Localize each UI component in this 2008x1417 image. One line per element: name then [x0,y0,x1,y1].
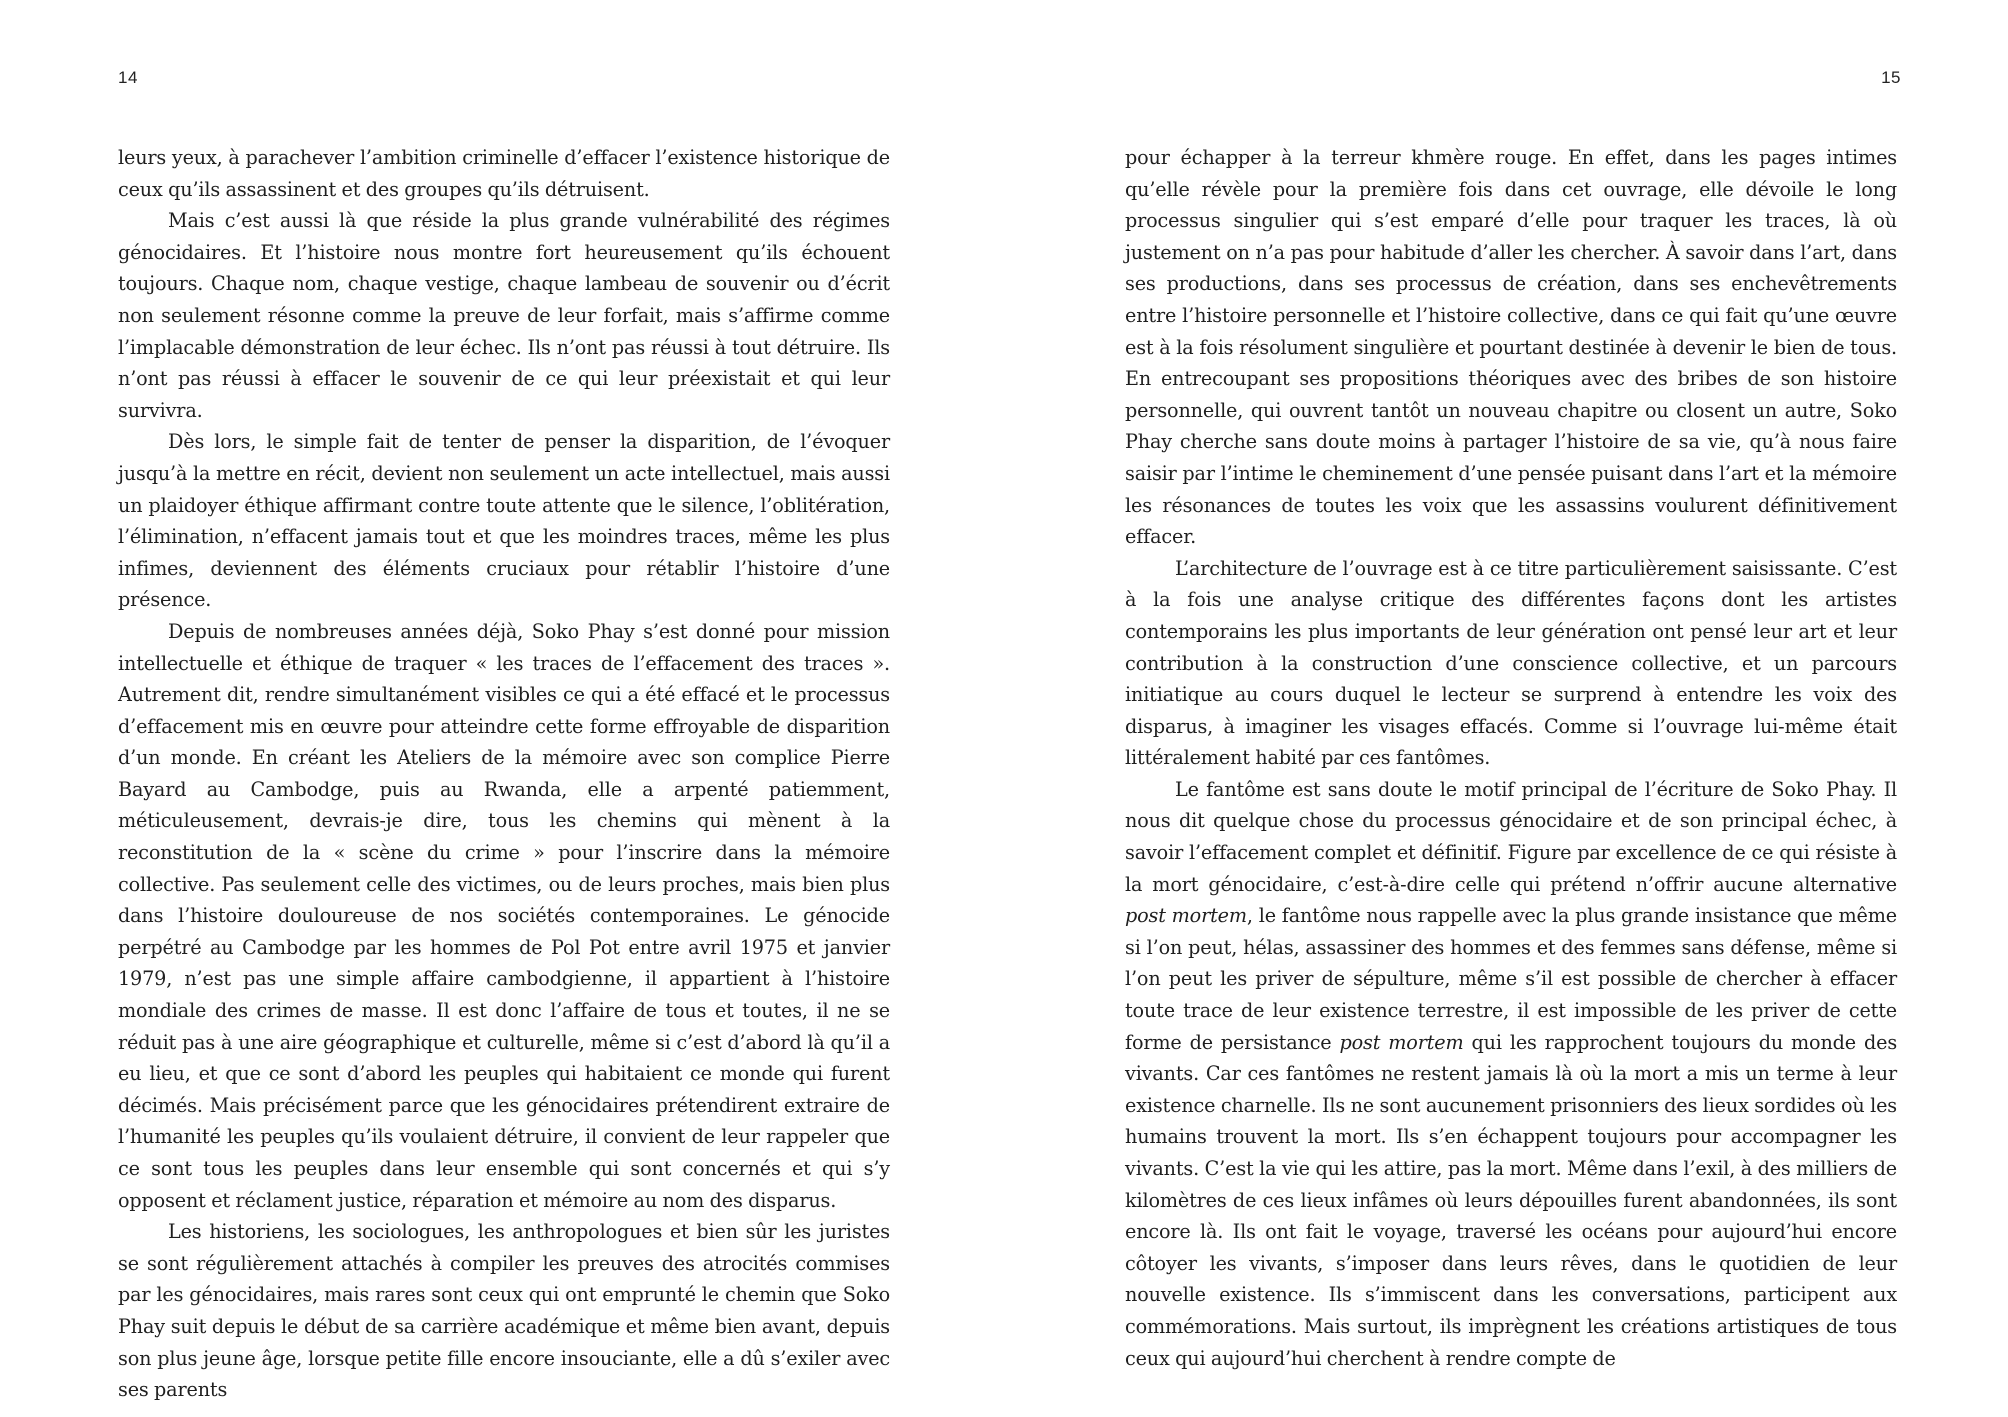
paragraph-segment: Le fantôme est sans doute le motif principal de l’écriture de Soko Phay. Il nous dit quelque chose du processus génocidaire et de son principal échec, à savoir l’effacement complet et définitif. Figure par excellence de ce qui résiste à la mort génocidaire, c’est-à-dire celle qui prétend n’offrir aucune alternative [1125,777,1897,896]
right-page-body [1125,142,1897,1374]
paragraph: Depuis de nombreuses années déjà, Soko Phay s’est donné pour mission intellectuelle et éthique de traquer « les traces de l’effacement des traces ». Autrement dit, rendre simultanément visibles ce qui a été effacé et le processus d’effacement mis en œuvre pour atteindre cette forme effroyable de disparition d’un monde. En créant les Ateliers de la mémoire avec son complice Pierre Bayard au Cambodge, puis au Rwanda, elle a arpenté patiemment, méticuleusement, devrais-je dire, tous les chemins qui mènent à la reconstitution de la « scène du crime » pour l’inscrire dans la mémoire collective. Pas seulement celle des victimes, ou de leurs proches, mais bien plus dans l’histoire douloureuse de nos sociétés contemporaines. Le génocide perpétré au Cambodge par les hommes de Pol Pot entre avril 1975 et janvier 1979, n’est pas une simple affaire cambodgienne, il appartient à l’histoire mondiale des crimes de masse. Il est donc l’affaire de tous et toutes, il ne se réduit pas à une aire géographique et culturelle, même si c’est d’abord là qu’il a eu lieu, et que ce sont d’abord les peuples qui habitaient ce monde qui furent décimés. Mais précisément parce que les génocidaires prétendirent extraire de l’humanité les peuples qu’ils voulaient détruire, il convient de leur rappeler que ce sont tous les peuples dans leur ensemble qui sont concernés et qui s’y opposent et réclament justice, réparation et mémoire au nom des disparus. [118,619,890,1212]
paragraph: Dès lors, le simple fait de tenter de penser la disparition, de l’évoquer jusqu’à la mettre en récit, devient non seulement un acte intellectuel, mais aussi un plaidoyer éthique affirmant contre toute attente que le silence, l’oblitération, l’élimination, n’effacent jamais tout et que les moindres traces, même les plus infimes, deviennent des éléments cruciaux pour rétablir l’histoire d’une présence. [118,430,890,612]
paragraph: L’architecture de l’ouvrage est à ce titre particulièrement saisissante. C’est à la fois une analyse critique des différentes façons dont les artistes contemporains les plus importants de leur génération ont pensé leur art et leur contribution à la construction d’une conscience collective, et un parcours initiatique au cours duquel le lecteur se surprend à entendre les voix des disparus, à imaginer les visages effacés. Comme si l’ouvrage lui-même était littéralement habité par ces fantômes. [1125,556,1897,770]
paragraph [1125,774,1897,1374]
left-page-body [118,142,890,1406]
paragraph: leurs yeux, à parachever l’ambition criminelle d’effacer l’existence historique de ceux qu’ils assassinent et des groupes qu’ils détruisent. [118,146,890,201]
paragraph-segment: qui les rapprochent toujours du monde des vivants. Car ces fantômes ne restent jamais là où la mort a mis un terme à leur existence charnelle. Ils ne sont aucunement prisonniers des lieux sordides où les humains trouvent la mort. Ils s’en échappent toujours pour accompagner les vivants. C’est la vie qui les attire, pas la mort. Même dans l’exil, à des milliers de kilomètres de ces lieux infâmes où leurs dépouilles furent abandonnées, ils sont encore là. Ils ont fait le voyage, traversé les océans pour aujourd’hui encore côtoyer les vivants, s’imposer dans leurs rêves, dans le quotidien de leur nouvelle existence. Ils s’immiscent dans les conversations, participent aux commémorations. Mais surtout, ils imprègnent les créations artistiques de tous ceux qui aujourd’hui cherchent à rendre compte de [1125,1030,1898,1370]
page-number-left: 14 [118,68,138,87]
paragraph-segment: , le fantôme nous rappelle avec la plus grande insistance que même si l’on peut, hélas, assassiner des hommes et des femmes sans défense, même si l’on peut les priver de sépulture, même s’il est possible de chercher à effacer toute trace de leur existence terrestre, il est impossible de les priver de cette forme de persistance [1125,904,1897,1054]
paragraph: Les historiens, les sociologues, les anthropologues et bien sûr les juristes se sont régulièrement attachés à compiler les preuves des atrocités commises par les génocidaires, mais rares sont ceux qui ont emprunté le chemin que Soko Phay suit depuis le début de sa carrière académique et même bien avant, depuis son plus jeune âge, lorsque petite fille encore insouciante, elle a dû s’exiler avec ses parents [118,1220,890,1402]
italic-phrase: post mortem [1339,1030,1464,1054]
page-number-right: 15 [1881,68,1901,87]
paragraph: pour échapper à la terreur khmère rouge. En effet, dans les pages intimes qu’elle révèle pour la première fois dans cet ouvrage, elle dévoile le long processus singulier qui s’est emparé d’elle pour traquer les traces, là où justement on n’a pas pour habitude d’aller les chercher. À savoir dans l’art, dans ses productions, dans ses processus de création, dans ses enchevêtrements entre l’histoire personnelle et l’histoire collective, dans ce qui fait qu’une œuvre est à la fois résolument singulière et pourtant destinée à devenir le bien de tous. En entrecoupant ses propositions théoriques avec des bribes de son histoire personnelle, qui ouvrent tantôt un nouveau chapitre ou closent un autre, Soko Phay cherche sans doute moins à partager l’histoire de sa vie, qu’à nous faire saisir par l’intime le cheminement d’une pensée puisant dans l’art et la mémoire les résonances de toutes les voix que les assassins voulurent définitivement effacer. [1125,146,1897,549]
right-page [1004,0,2008,1417]
italic-phrase: post mortem [1125,904,1247,928]
paragraph: Mais c’est aussi là que réside la plus grande vulnérabilité des régimes génocidaires. Et l’histoire nous montre fort heureusement qu’ils échouent toujours. Chaque nom, chaque vestige, chaque lambeau de souvenir ou d’écrit non seulement résonne comme la preuve de leur forfait, mais s’affirme comme l’implacable démonstration de leur échec. Ils n’ont pas réussi à tout détruire. Ils n’ont pas réussi à effacer le souvenir de ce qui leur préexistait et qui leur survivra. [118,209,890,422]
